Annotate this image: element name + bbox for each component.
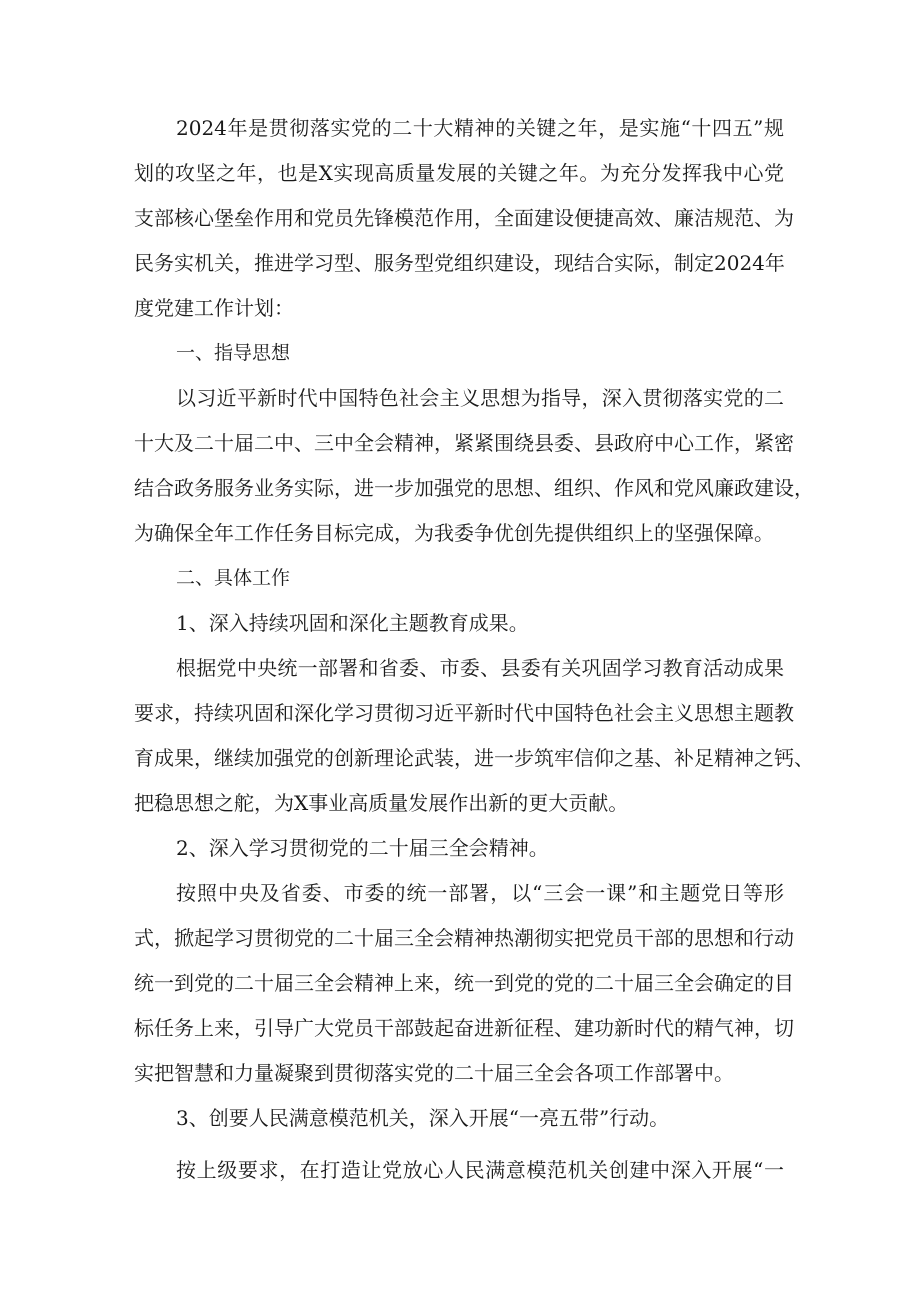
text-line: 1、深入持续巩固和深化主题教育成果。 xyxy=(176,611,529,635)
paragraph-item2-line xyxy=(0,921,920,955)
text-line: 以习近平新时代中国特色社会主义思想为指导，深入贯彻落实党的二 xyxy=(176,386,784,410)
section-heading-guiding-ideology xyxy=(0,336,920,370)
text-line: 式，掀起学习贯彻党的二十届三全会精神热潮彻实把党员干部的思想和行动 xyxy=(134,926,794,950)
item-title-1 xyxy=(0,606,920,640)
paragraph-intro-line xyxy=(0,201,920,235)
item-title-3 xyxy=(0,1101,920,1135)
heading-text: 一、指导思想 xyxy=(176,342,291,364)
paragraph-intro-line xyxy=(0,111,920,145)
text-line: 结合政务服务业务实际，进一步加强党的思想、组织、作风和党风廉政建设， xyxy=(134,476,814,500)
paragraph-intro-line xyxy=(0,291,920,325)
text-line: 要求，持续巩固和深化学习贯彻习近平新时代中国特色社会主义思想主题教 xyxy=(134,701,794,725)
paragraph-item2-line xyxy=(0,876,920,910)
paragraph-item1-line xyxy=(0,651,920,685)
paragraph-item1-line xyxy=(0,741,920,775)
item-title-2 xyxy=(0,831,920,865)
paragraph-guiding-line xyxy=(0,516,920,550)
paragraph-item1-line xyxy=(0,696,920,730)
section-heading-specific-work xyxy=(0,561,920,595)
text-line: 统一到党的二十届三全会精神上来，统一到党的党的二十届三全会确定的目 xyxy=(134,971,794,995)
heading-text: 二、具体工作 xyxy=(176,567,291,589)
text-line: 按上级要求，在打造让党放心人民满意模范机关创建中深入开展“一 xyxy=(176,1158,784,1182)
text-line: 标任务上来，引导广大党员干部鼓起奋进新征程、建功新时代的精气神，切 xyxy=(134,1016,794,1040)
text-line: 支部核心堡垒作用和党员先锋模范作用，全面建设便捷高效、廉洁规范、为 xyxy=(134,206,794,230)
text-line: 2、深入学习贯彻党的二十届三全会精神。 xyxy=(176,836,549,860)
paragraph-intro-line xyxy=(0,156,920,190)
text-line: 民务实机关，推进学习型、服务型党组织建设，现结合实际，制定2024年 xyxy=(134,251,785,275)
text-line: 育成果，继续加强党的创新理论武装，进一步筑牢信仰之基、补足精神之钙、 xyxy=(134,746,814,770)
text-line: 为确保全年工作任务目标完成，为我委争优创先提供组织上的坚强保障。 xyxy=(134,521,774,545)
text-line: 3、创要人民满意模范机关，深入开展“一亮五带”行动。 xyxy=(176,1106,670,1130)
text-line: 实把智慧和力量凝聚到贯彻落实党的二十届三全会各项工作部署中。 xyxy=(134,1061,734,1085)
text-line: 2024年是贯彻落实党的二十大精神的关键之年，是实施“十四五”规 xyxy=(176,116,784,140)
paragraph-intro-line xyxy=(0,246,920,280)
paragraph-item2-line xyxy=(0,966,920,1000)
paragraph-item2-line xyxy=(0,1011,920,1045)
paragraph-item2-line xyxy=(0,1056,920,1090)
text-line: 十大及二十届二中、三中全会精神，紧紧围绕县委、县政府中心工作，紧密 xyxy=(134,431,794,455)
paragraph-guiding-line xyxy=(0,471,920,505)
paragraph-guiding-line xyxy=(0,381,920,415)
text-line: 按照中央及省委、市委的统一部署，以“三会一课”和主题党日等形 xyxy=(176,881,784,905)
paragraph-item3-line xyxy=(0,1153,920,1187)
text-line: 把稳思想之舵，为X事业高质量发展作出新的更大贡献。 xyxy=(134,791,629,815)
paragraph-guiding-line xyxy=(0,426,920,460)
paragraph-item1-line xyxy=(0,786,920,820)
text-line: 根据党中央统一部署和省委、市委、县委有关巩固学习教育活动成果 xyxy=(176,656,784,680)
text-line: 度党建工作计划： xyxy=(134,296,294,320)
text-line: 划的攻坚之年，也是X实现高质量发展的关键之年。为充分发挥我中心党 xyxy=(134,161,784,185)
